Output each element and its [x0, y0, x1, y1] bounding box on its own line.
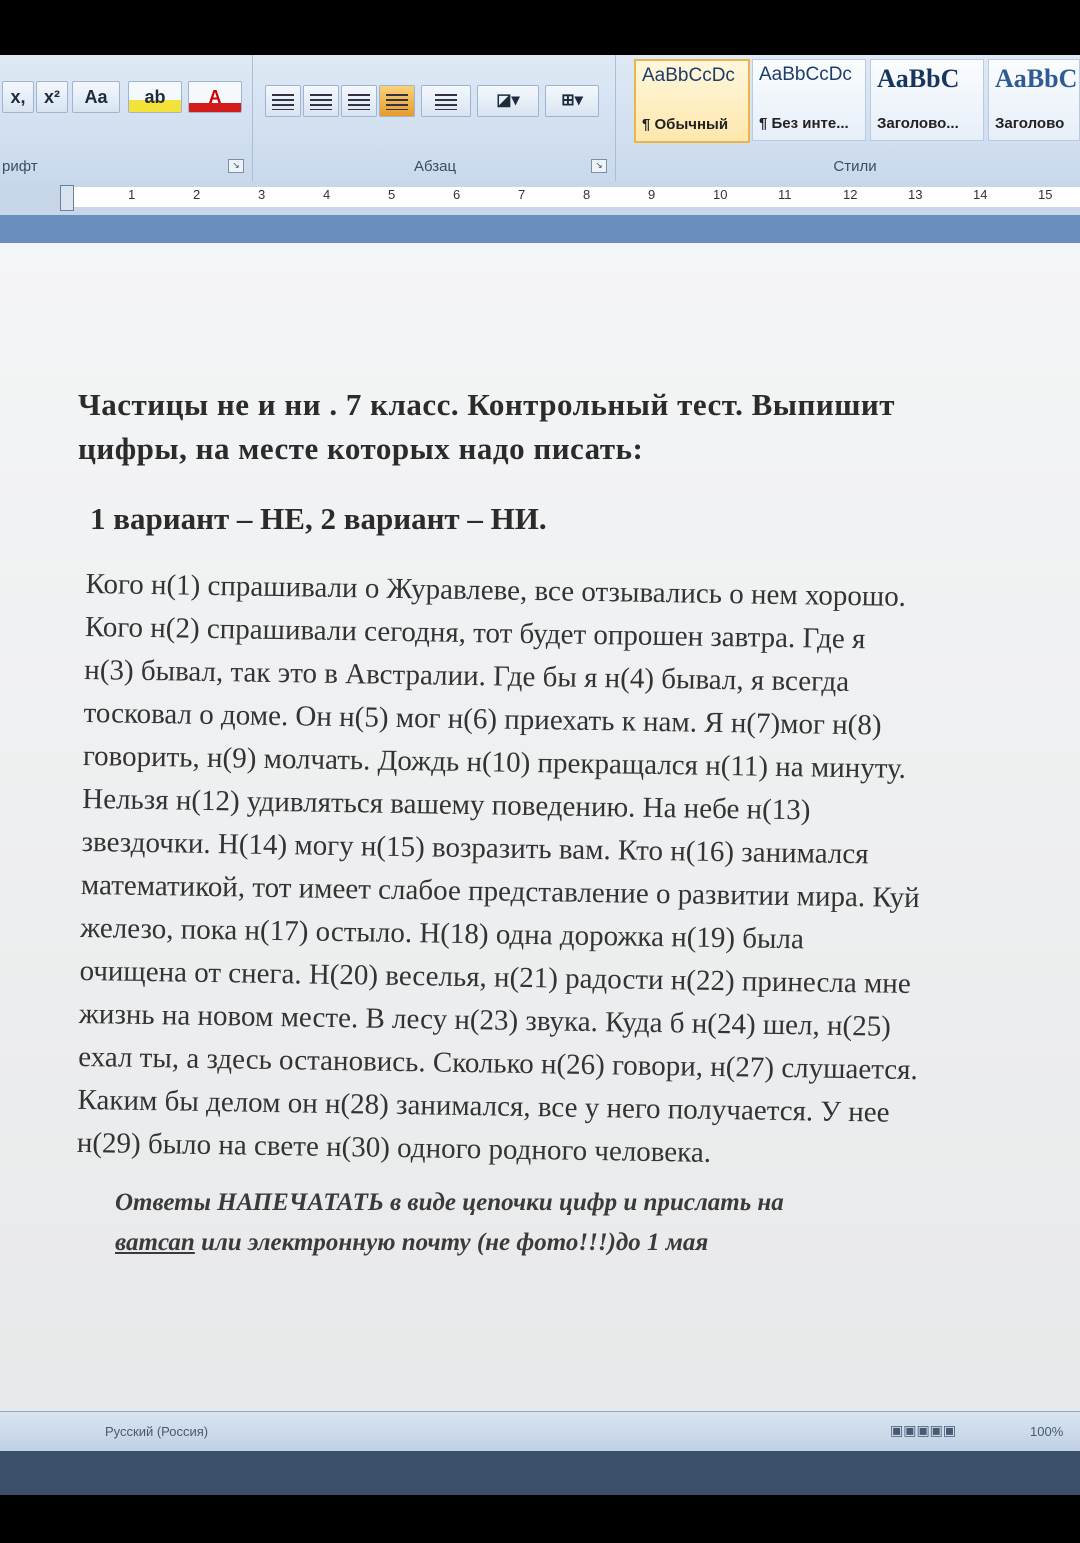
ruler-tick-label: 14 — [973, 187, 988, 202]
style-normal[interactable] — [634, 59, 750, 143]
text-line: математикой, тот имеет слабое представление о развитии мира. Куй — [80, 868, 920, 915]
shading-button[interactable] — [477, 85, 539, 117]
text-line: Кого н(1) спрашивали о Журавлеве, все отзывались о нем хорошо. — [85, 567, 907, 613]
paragraph-group-label: Абзац — [413, 158, 457, 175]
ruler-tick-label: 8 — [583, 187, 591, 202]
borders-button[interactable] — [545, 85, 599, 117]
style-sample: AaBbC — [877, 64, 960, 93]
text-line: очищена от снега. Н(20) веселья, н(21) радости н(22) принесла мне — [79, 954, 911, 1001]
font-group-label: рифт — [2, 158, 38, 175]
text-line: Кого н(2) спрашивали сегодня, тот будет опрошен завтра. Где я — [84, 610, 866, 656]
align-left-button[interactable] — [265, 85, 301, 117]
borders-icon: ⊞▾ — [561, 92, 583, 109]
align-center-button[interactable] — [303, 85, 339, 117]
style-name: Заголово — [995, 115, 1065, 132]
word-window — [0, 55, 1080, 1495]
text-line: железо, пока н(17) остыло. Н(18) одна дорожка н(19) была — [80, 911, 805, 956]
title-line-2: цифры, на месте которых надо писать: — [78, 431, 644, 466]
line-spacing-icon — [435, 94, 457, 110]
ruler-tick-label: 5 — [388, 187, 396, 202]
answer-instruction — [115, 1183, 1075, 1263]
view-buttons[interactable]: ▣▣▣▣▣ — [890, 1422, 957, 1438]
style-name: ¶ Обычный — [642, 116, 729, 133]
font-dialog-launcher[interactable]: ↘ — [228, 159, 244, 173]
indent-marker[interactable] — [60, 185, 74, 211]
ruler-tick-label: 11 — [778, 187, 792, 202]
instruction-underlined: ватсап — [115, 1229, 195, 1256]
text-line: жизнь на новом месте. В лесу н(23) звука. Куда б н(24) шел, н(25) — [78, 997, 892, 1043]
font-group — [0, 55, 253, 181]
align-right-button[interactable] — [341, 85, 377, 117]
justify-button[interactable] — [379, 85, 415, 117]
change-case-button[interactable]: Aa — [72, 81, 120, 113]
text-line: н(3) бывал, так это в Австралии. Где бы я н(4) бывал, я всегда — [84, 653, 850, 699]
ruler-tick-label: 12 — [843, 187, 858, 202]
style-name: ¶ Без инте... — [759, 115, 849, 132]
ruler-tick-label: 3 — [258, 187, 266, 202]
document-area-border — [0, 215, 1080, 243]
taskbar — [0, 1451, 1080, 1495]
text-line: говорить, н(9) молчать. Дождь н(10) прекращался н(11) на минуту. — [82, 739, 907, 785]
status-bar — [0, 1411, 1080, 1452]
justify-icon — [386, 94, 408, 110]
zoom-level[interactable]: 100% — [1030, 1424, 1064, 1439]
ruler-tick-label: 7 — [518, 187, 526, 202]
style-heading-2[interactable] — [988, 59, 1080, 141]
style-no-spacing[interactable] — [752, 59, 866, 141]
language-indicator[interactable]: Русский (Россия) — [105, 1424, 209, 1439]
highlight-button[interactable]: ab — [128, 81, 182, 113]
sentences-block — [77, 563, 1076, 1180]
align-center-icon — [310, 94, 332, 110]
ruler-tick-label: 9 — [648, 187, 656, 202]
ruler-track — [70, 187, 1080, 207]
horizontal-ruler[interactable] — [0, 181, 1080, 216]
ruler-tick-label: 4 — [323, 187, 331, 202]
style-sample: AaBbC — [995, 64, 1078, 93]
style-sample: AaBbCcDc — [642, 65, 735, 86]
instruction-rest: или электронную почту (не фото!!!)до 1 мая — [194, 1229, 709, 1256]
ribbon — [0, 55, 1080, 182]
ruler-tick-label: 1 — [128, 187, 136, 202]
ruler-tick-label: 13 — [908, 187, 923, 202]
title-line-1: Частицы не и ни . 7 класс. Контрольный тест. Выпишит — [78, 387, 895, 422]
font-color-button[interactable]: A — [188, 81, 242, 113]
ruler-tick-label: 6 — [453, 187, 461, 202]
ruler-tick-label: 2 — [193, 187, 201, 202]
paint-bucket-icon: ◪▾ — [496, 92, 520, 109]
align-right-icon — [348, 94, 370, 110]
test-title — [78, 383, 1078, 471]
variant-line: 1 вариант – НЕ, 2 вариант – НИ. — [90, 501, 547, 536]
instruction-line-2 — [115, 1223, 1075, 1263]
text-line: звездочки. Н(14) могу н(15) возразить вам. Кто н(16) занимался — [81, 825, 869, 871]
text-line: н(29) было на свете н(30) одного родного человека. — [76, 1126, 712, 1169]
paragraph-group — [255, 55, 616, 181]
subscript-button[interactable]: x, — [2, 81, 34, 113]
text-line: Нельзя н(12) удивляться вашему поведению. На небе н(13) — [82, 782, 811, 827]
line-spacing-button[interactable] — [421, 85, 471, 117]
superscript-button[interactable]: x² — [36, 81, 68, 113]
document-page[interactable] — [0, 243, 1080, 1483]
style-name: Заголово... — [877, 115, 959, 132]
styles-group-label: Стили — [833, 158, 877, 175]
style-sample: AaBbCcDc — [759, 64, 852, 85]
ruler-tick-label: 10 — [713, 187, 728, 202]
instruction-line-1: Ответы НАПЕЧАТАТЬ в виде цепочки цифр и прислать на — [115, 1189, 784, 1216]
ruler-tick-label: 15 — [1038, 187, 1053, 202]
text-line: ехал ты, а здесь остановись. Сколько н(26) говори, н(27) слушается. — [77, 1040, 918, 1087]
text-line: Каким бы делом он н(28) занимался, все у него получается. У нее — [77, 1083, 890, 1129]
style-heading-1[interactable] — [870, 59, 984, 141]
paragraph-dialog-launcher[interactable]: ↘ — [591, 159, 607, 173]
text-line: тосковал о доме. Он н(5) мог н(6) приехать к нам. Я н(7)мог н(8) — [83, 696, 882, 742]
align-left-icon — [272, 94, 294, 110]
styles-gallery — [630, 55, 1080, 147]
